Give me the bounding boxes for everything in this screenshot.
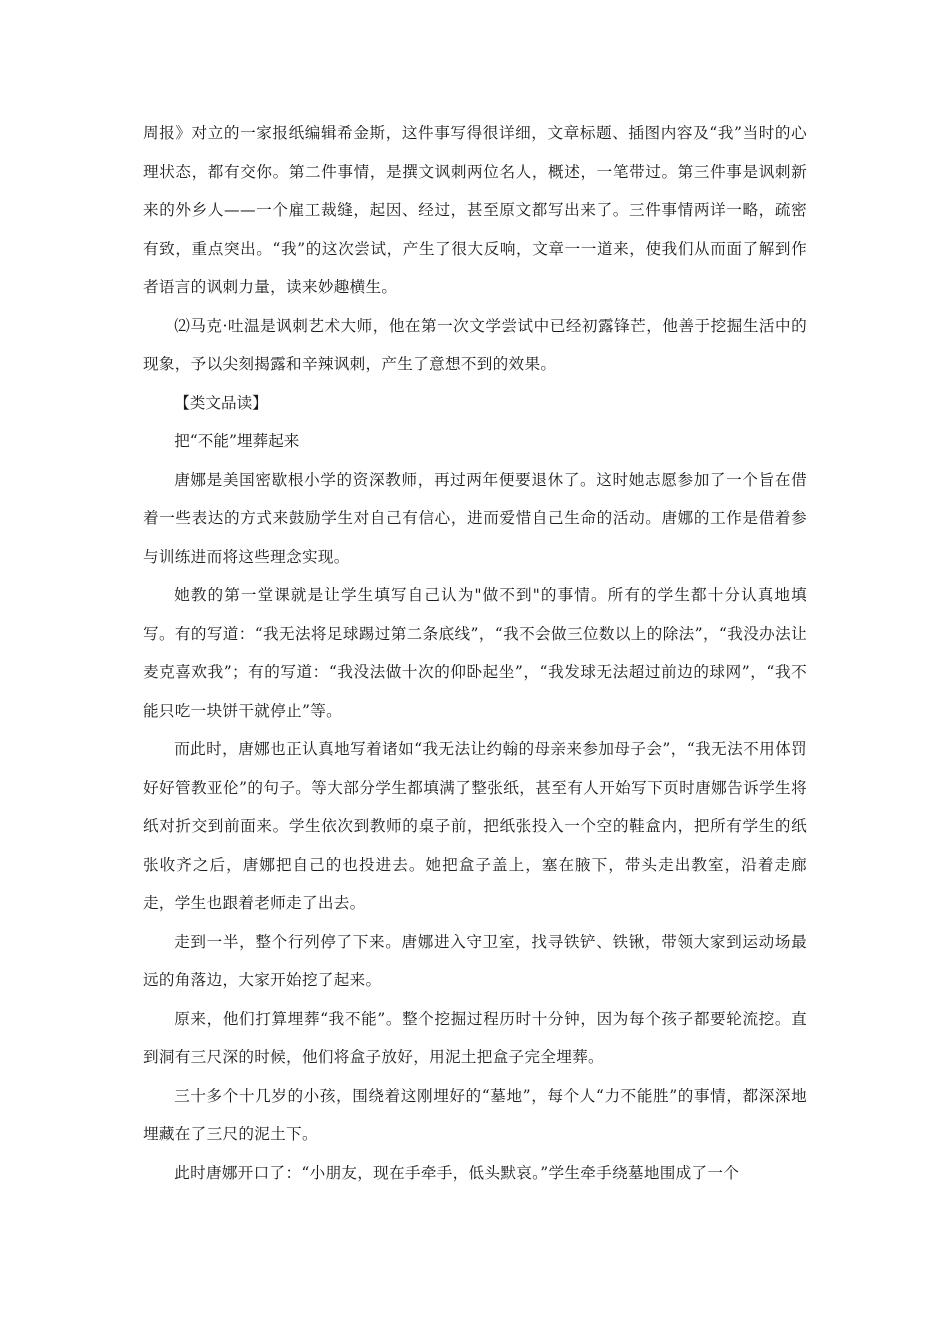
- paragraph: 唐娜是美国密歇根小学的资深教师，再过两年便要退休了。这时她志愿参加了一个旨在借着一些表达的方式来鼓励学生对自己有信心，进而爱惜自己生命的活动。唐娜的工作是借着参与训练进而将这些理念实现。: [143, 470, 807, 566]
- paragraph: 此时唐娜开口了：“小朋友，现在手牵手，低头默哀。”学生牵手绕墓地围成了一个: [174, 1163, 740, 1182]
- paragraph: 而此时，唐娜也正认真地写着诸如“我无法让约翰的母亲来参加母子会”，“我无法不用体罚好好管教亚伦”的句子。等大部分学生都填满了整张纸，甚至有人开始写下页时唐娜告诉学生将纸对折交到前面来。学生依次到教师的桌子前，把纸张投入一个空的鞋盒内，把所有学生的纸张收齐之后，唐娜把自己的也投进去。她把盒子盖上，塞在腋下，带头走出教室，沿着走廊走，学生也跟着老师走了出去。: [143, 740, 807, 912]
- section-heading: 【类文品读】: [174, 393, 268, 412]
- paragraph-point-2: ⑵马克·吐温是讽刺艺术大师，他在第一次文学尝试中已经初露锋芒，他善于挖掘生活中的现象，予以尖刻揭露和辛辣讽刺，产生了意想不到的效果。: [143, 316, 807, 373]
- paragraph: 原来，他们打算埋葬“我不能”。整个挖掘过程历时十分钟，因为每个孩子都要轮流挖。直到洞有三尺深的时候，他们将盒子放好，用泥土把盒子完全埋葬。: [143, 1009, 807, 1066]
- paragraph-summary: 周报》对立的一家报纸编辑希金斯，这件事写得很详细，文章标题、插图内容及“我”当时的心理状态，都有交你。第二件事情，是撰文讽刺两位名人，概述，一笔带过。第三件事是讽刺新来的外乡人——一个雇工裁缝，起因、经过，甚至原文都写出来了。三件事情两详一略，疏密有致，重点突出。“我”的这次尝试，产生了很大反响，文章一一道来，使我们从而面了解到作者语言的讽刺力量，读来妙趣横生。: [143, 124, 807, 296]
- article-title: 把“不能”埋葬起来: [174, 432, 300, 450]
- paragraph: 三十多个十几岁的小孩，围绕着这刚埋好的“墓地”，每个人“力不能胜”的事情，都深深地埋藏在了三尺的泥土下。: [143, 1086, 807, 1143]
- paragraph: 走到一半，整个行列停了下来。唐娜进入守卫室，找寻铁铲、铁锹，带领大家到运动场最远的角落边，大家开始挖了起来。: [143, 932, 807, 989]
- document-page: [143, 114, 807, 1192]
- paragraph: 她教的第一堂课就是让学生填写自己认为"做不到"的事情。所有的学生都十分认真地填写。有的写道：“我无法将足球踢过第二条底线”，“我不会做三位数以上的除法”，“我没办法让麦克喜欢我”；有的写道：“我没法做十次的仰卧起坐”，“我发球无法超过前边的球网”，“我不能只吃一块饼干就停止”等。: [143, 586, 807, 720]
